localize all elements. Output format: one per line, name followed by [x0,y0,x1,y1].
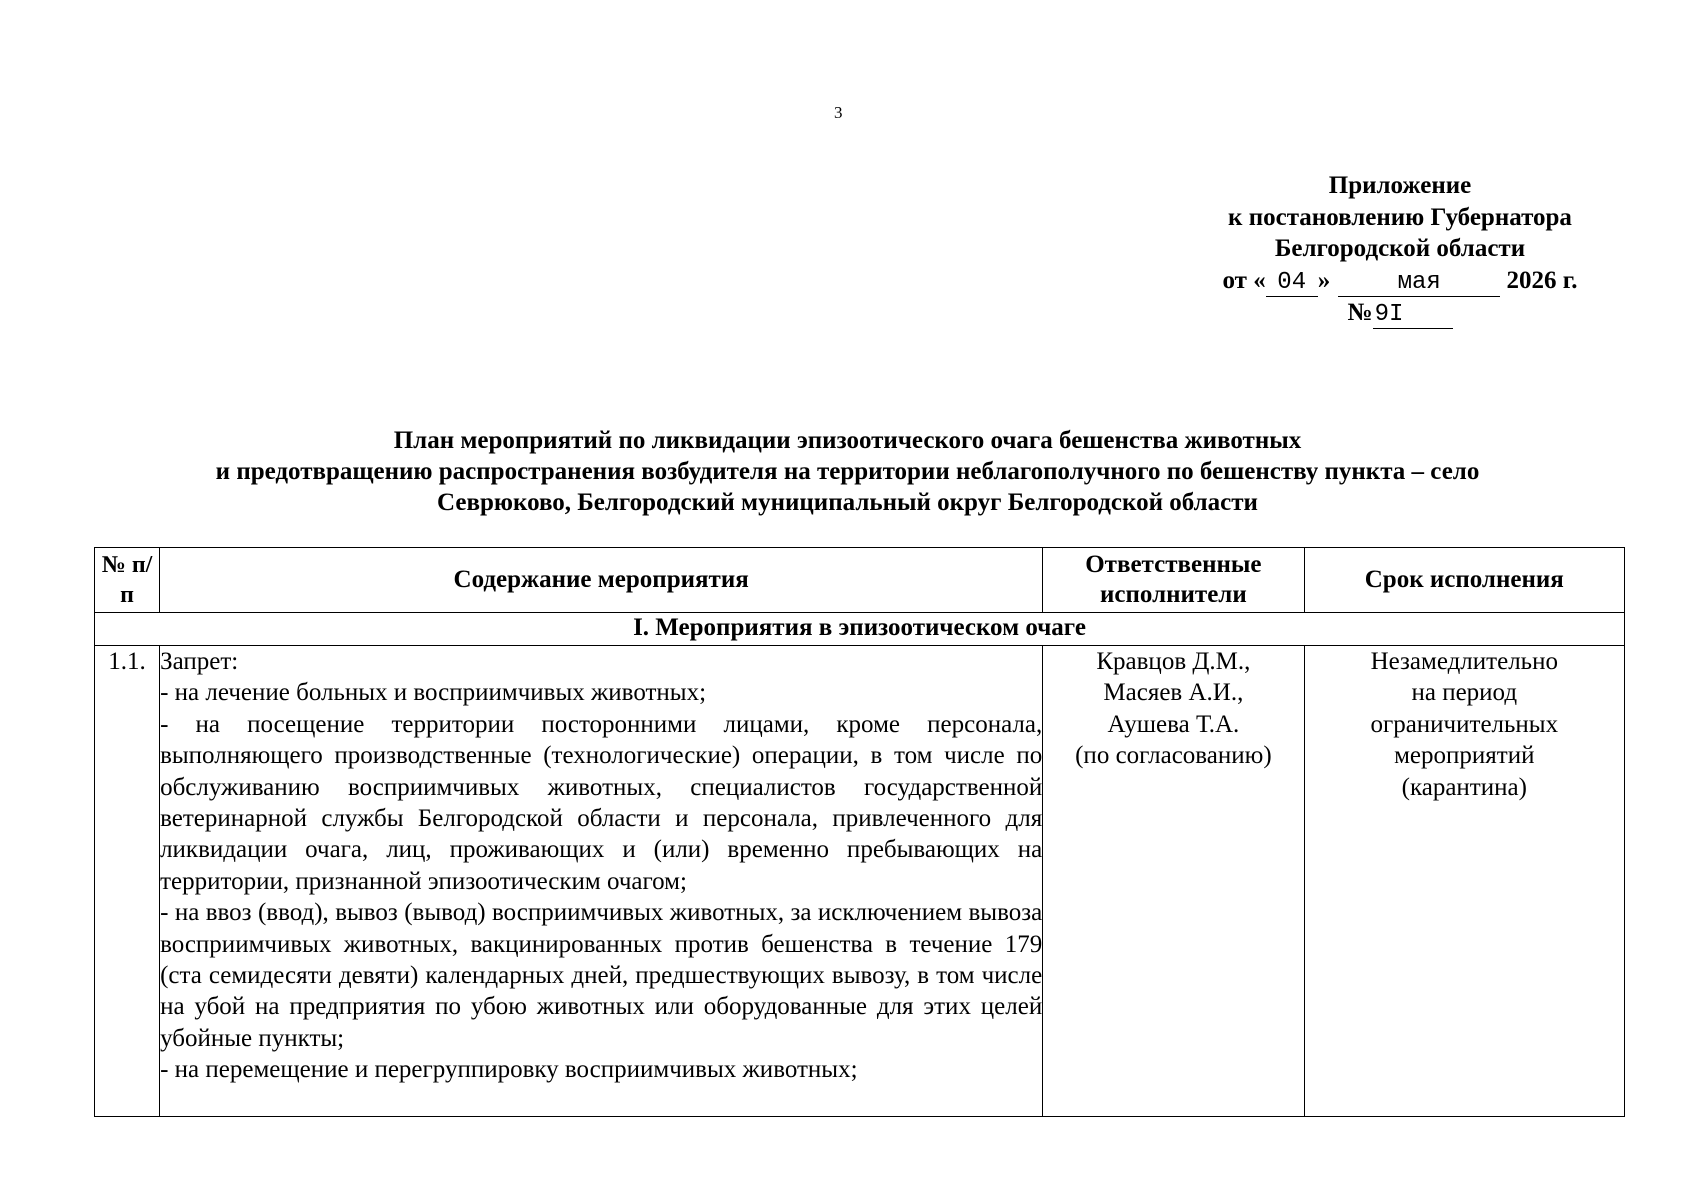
number-prefix: № [1347,298,1373,326]
term-line: Незамедлительно [1370,648,1558,675]
plan-title-line-3: Севрюково, Белгородский муниципальный округ Белгородской области [437,489,1258,516]
date-mid: » [1317,266,1331,294]
date-year: 2026 г. [1506,266,1578,294]
row-term [1304,646,1624,1117]
date-prefix: от « [1222,266,1266,294]
table-header-row [95,548,1625,613]
header-content: Содержание мероприятия [160,548,1043,613]
appendix-date [1160,265,1640,297]
number-value: 9I [1373,302,1453,329]
date-month: мая [1338,270,1500,297]
header-term: Срок исполнения [1304,548,1624,613]
appendix-block [1160,170,1640,329]
row-content [160,646,1043,1117]
content-paragraph: - на посещение территории посторонними лицами, кроме персонала, выполняющего производственные (технологические) операции, в том числе по обслуживанию восприимчивых животных, специалистов государственной ветеринарной службы Белгородской области и персонала, привлеченного для ликвидации очага, лиц, проживающих и (или) временно пребывающих на территории, признанной эпизоотическим очагом; [160,710,1043,895]
row-number: 1.1. [95,646,160,1117]
content-paragraph: - на перемещение и перегруппировку восприимчивых животных; [160,1056,858,1084]
plan-table [94,547,1625,1117]
responsible-line: Масяев А.И., [1103,679,1244,707]
date-day: 04 [1266,270,1318,297]
plan-title [95,425,1600,518]
responsible-line: (по согласованию) [1075,742,1272,770]
header-num: № п/п [95,548,160,613]
appendix-title: Приложение [1328,172,1472,199]
section-title: I. Мероприятия в эпизоотическом очаге [95,613,1625,646]
term-line: мероприятий [1394,742,1535,770]
responsible-line: Аушева Т.А. [1107,710,1240,738]
row-responsible [1043,646,1304,1117]
term-line: ограничительных [1370,710,1559,738]
header-responsible: Ответственные исполнители [1043,548,1304,613]
content-paragraph: Запрет: [160,648,239,675]
responsible-line: Кравцов Д.М., [1096,648,1251,675]
section-row [95,613,1625,646]
term-line: (карантина) [1401,773,1527,801]
appendix-line-3: Белгородской области [1274,235,1526,262]
plan-title-line-2: и предотвращению распространения возбудителя на территории неблагополучного по бешенству пункта – село [215,458,1480,485]
appendix-number [1160,297,1640,329]
content-paragraph: - на ввоз (ввод), вывоз (вывод) восприимчивых животных, за исключением вывоза восприимчивых животных, вакцинированных против бешенства в течение 179 (ста семидесяти девяти) календарных дней, предшествующих вывозу, в том числе на убой на предприятия по убою животных или оборудованные для этих целей убойные пункты; [160,899,1043,1052]
term-line: на период [1411,679,1518,707]
content-paragraph: - на лечение больных и восприимчивых животных; [160,679,707,707]
page-number: 3 [834,103,843,122]
plan-title-line-1: План мероприятий по ликвидации эпизоотического очага бешенства животных [393,427,1302,454]
appendix-line-2: к постановлению Губернатора [1228,203,1572,231]
table-row [95,646,1625,1117]
